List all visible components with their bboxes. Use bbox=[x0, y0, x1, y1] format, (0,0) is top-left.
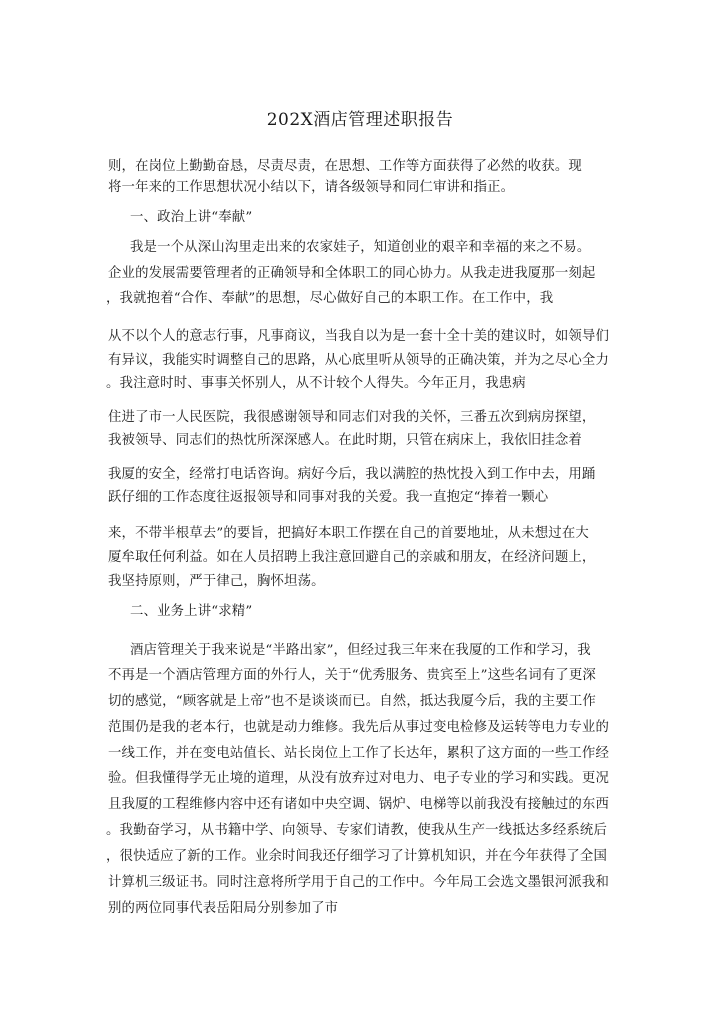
text-line: 计算机三级证书。同时注意将所学用于自己的工作中。今年局工会选文墨银河派我和 bbox=[108, 875, 610, 890]
text-line: 酒店管理关于我来说是“半路出家”，但经过我三年来在我厦的工作和学习，我 bbox=[130, 643, 591, 658]
document-title: 202X酒店管理述职报告 bbox=[266, 110, 454, 130]
text-line: 跃仔细的工作态度往返报领导和同事对我的关爱。我一直抱定“捧着一颗心 bbox=[108, 490, 549, 505]
text-line: 我厦的安全，经常打电话咨询。病好今后，我以满腔的热忱投入到工作中去，用踊 bbox=[108, 467, 596, 482]
text-line: 我坚持原则，严于律己，胸怀坦荡。 bbox=[108, 574, 325, 589]
text-line: 一线工作，并在变电站值长、站长岗位上工作了长达年，累积了这方面的一些工作经 bbox=[108, 746, 610, 761]
section-heading: 二、业务上讲“求精” bbox=[130, 604, 253, 619]
text-line: 且我厦的工程维修内容中还有诸如中央空调、锅炉、电梯等以前我没有接触过的东西 bbox=[108, 797, 610, 812]
text-line: 住进了市一人民医院，我很感谢领导和同志们对我的关怀，三番五次到病房探望， bbox=[108, 410, 596, 425]
text-line: 不再是一个酒店管理方面的外行人，关于“优秀服务、贵宾至上”这些名词有了更深 bbox=[108, 668, 596, 683]
text-line: 则，在岗位上勤勤奋恳，尽责尽责，在思想、工作等方面获得了必然的收获。现 bbox=[108, 159, 582, 174]
text-line: 企业的发展需要管理者的正确领导和全体职工的同心协力。从我走进我厦那一刻起 bbox=[108, 266, 596, 281]
text-line: 切的感觉，“顾客就是上帝”也不是谈谈而已。自然，抵达我厦今后，我的主要工作 bbox=[108, 694, 596, 709]
text-line: 别的两位同事代表岳阳局分别参加了市 bbox=[108, 901, 339, 916]
text-line: 验。但我懂得学无止境的道理，从没有放弃过对电力、电子专业的学习和实践。更况 bbox=[108, 771, 610, 786]
text-line: 将一年来的工作思想状况小结以下，请各级领导和同仁审讲和指正。 bbox=[108, 180, 515, 195]
text-line: 有异议，我能实时调整自己的思路，从心底里听从领导的正确决策，并为之尽心全力 bbox=[108, 353, 610, 368]
text-line: 我被领导、同志们的热忱所深深感人。在此时期，只管在病床上，我依旧挂念着 bbox=[108, 433, 582, 448]
text-line: ，很快适应了新的工作。业余时间我还仔细学习了计算机知识，并在今年获得了全国 bbox=[106, 849, 608, 864]
text-line: 。我勤奋学习，从书籍中学、向领导、专家们请教，使我从生产一线抵达多经系统后 bbox=[106, 823, 608, 838]
text-line: 。我注意时时、事事关怀别人，从不计较个人得失。今年正月，我患病 bbox=[106, 376, 526, 391]
text-line: ，我就抱着“合作、奉献”的思想，尽心做好自己的本职工作。在工作中，我 bbox=[106, 291, 554, 306]
text-line: 范围仍是我的老本行，也就是动力维修。我先后从事过变电检修及运转等电力专业的 bbox=[108, 720, 610, 735]
text-line: 来，不带半根草去”的要旨，把搞好本职工作摆在自己的首要地址，从未想过在大 bbox=[108, 526, 589, 541]
text-line: 我是一个从深山沟里走出来的农家娃子，知道创业的艰辛和幸福的来之不易。 bbox=[130, 240, 591, 255]
section-heading: 一、政治上讲“奉献” bbox=[130, 210, 253, 225]
text-line: 从不以个人的意志行事，凡事商议，当我自以为是一套十全十美的建议时，如领导们 bbox=[108, 329, 610, 344]
text-line: 厦牟取任何利益。如在人员招聘上我注意回避自己的亲戚和朋友，在经济问题上， bbox=[108, 550, 596, 565]
